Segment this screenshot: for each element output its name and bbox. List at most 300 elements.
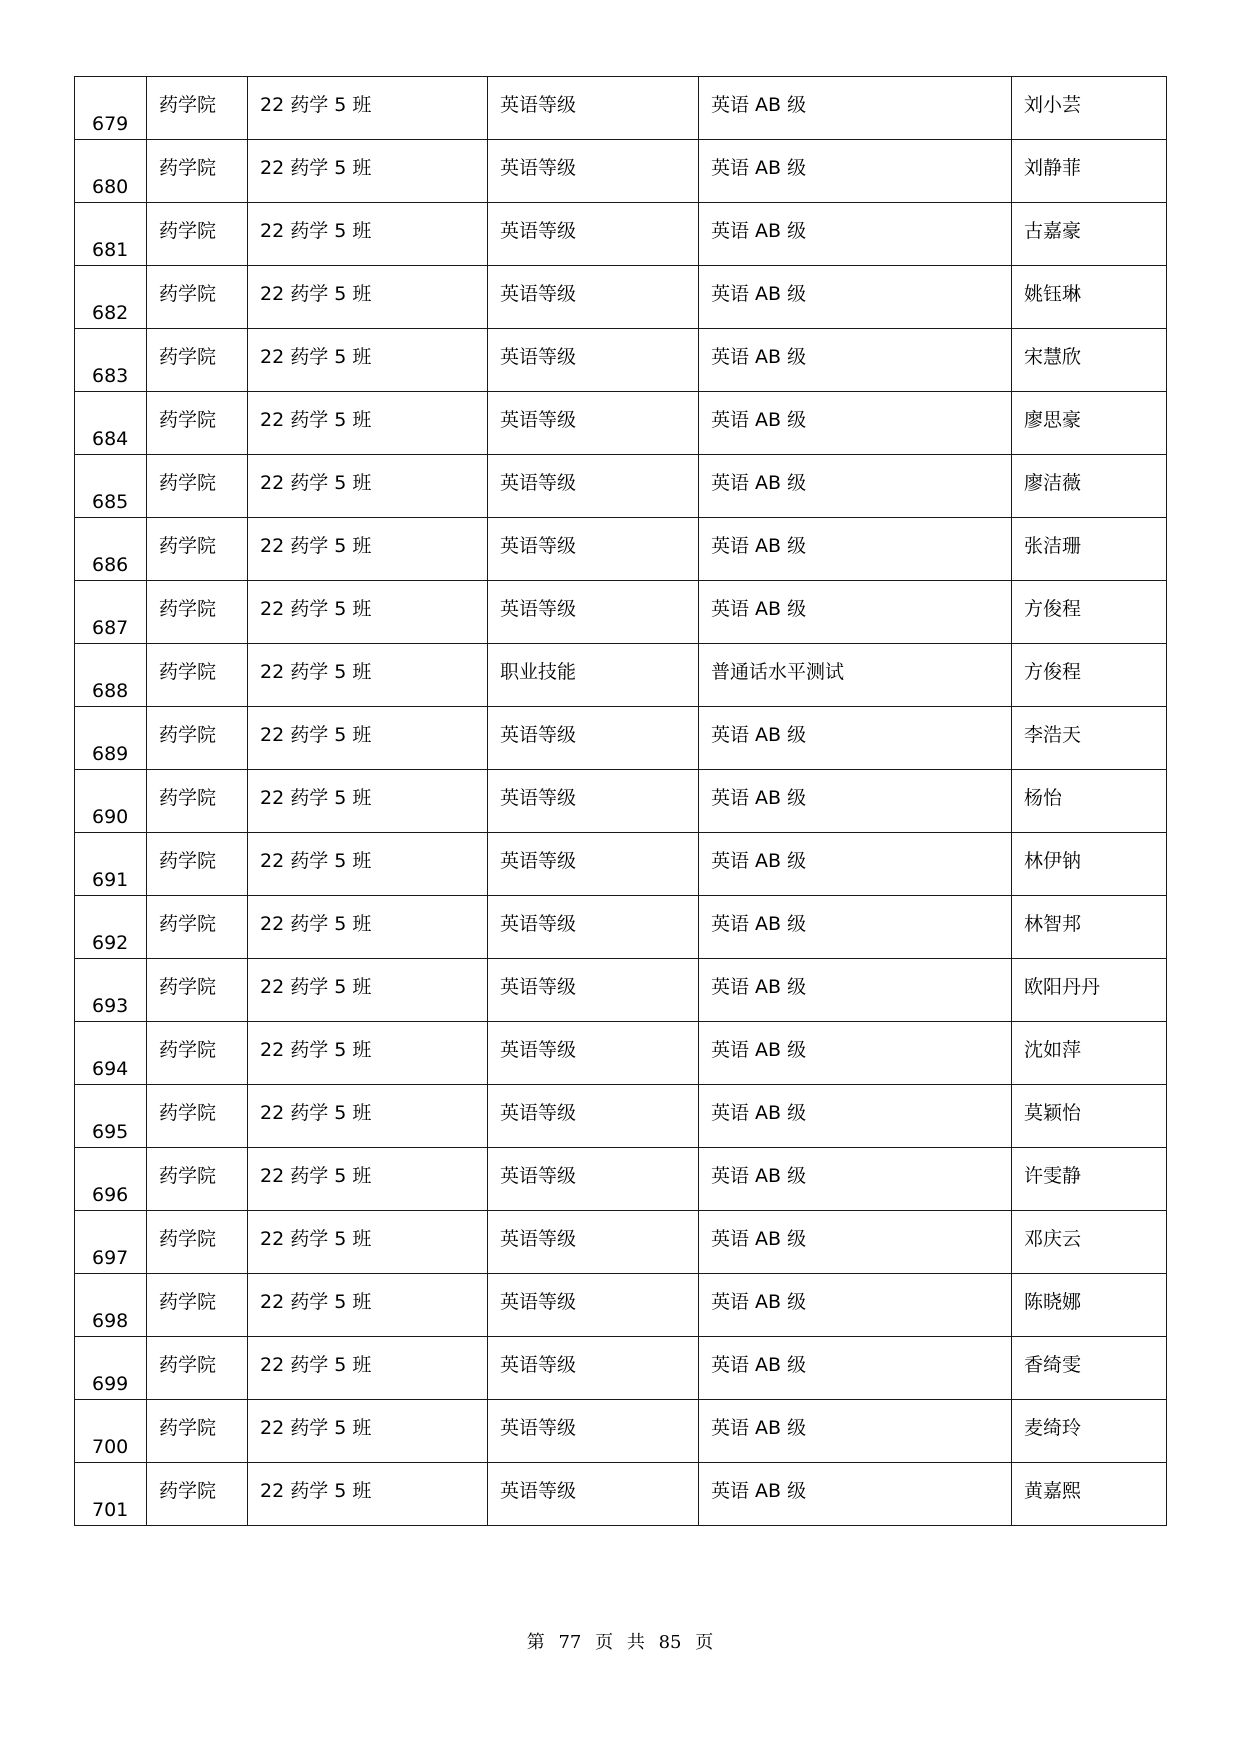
footer-total-label: 共 [626, 1632, 645, 1653]
student-name-cell [1012, 644, 1167, 707]
category-cell [488, 959, 699, 1022]
class-cell [248, 329, 488, 392]
table-body [75, 77, 1167, 1526]
college-cell [147, 329, 248, 392]
item-cell [699, 1337, 1012, 1400]
category-cell-text: 英语等级 [500, 1039, 577, 1061]
row-number-text: 684 [92, 428, 129, 450]
category-cell [488, 1337, 699, 1400]
student-name-cell-text: 沈如萍 [1024, 1039, 1082, 1061]
college-cell-text: 药学院 [159, 1165, 217, 1187]
class-cell [248, 959, 488, 1022]
college-cell [147, 1463, 248, 1526]
category-cell-text: 英语等级 [500, 976, 577, 998]
college-cell-text: 药学院 [159, 535, 217, 557]
student-name-cell [1012, 1211, 1167, 1274]
class-cell [248, 77, 488, 140]
class-cell-text: 22 药学 5 班 [260, 220, 372, 242]
item-cell-text: 英语 AB 级 [711, 1417, 807, 1439]
table-row [75, 392, 1167, 455]
item-cell-text: 英语 AB 级 [711, 850, 807, 872]
row-number [75, 581, 147, 644]
class-cell-text: 22 药学 5 班 [260, 346, 372, 368]
category-cell-text: 英语等级 [500, 1228, 577, 1250]
class-cell-text: 22 药学 5 班 [260, 787, 372, 809]
row-number-text: 685 [92, 491, 129, 513]
class-cell [248, 140, 488, 203]
college-cell-text: 药学院 [159, 787, 217, 809]
class-cell [248, 644, 488, 707]
row-number [75, 392, 147, 455]
college-cell [147, 266, 248, 329]
student-name-cell [1012, 77, 1167, 140]
student-name-cell [1012, 1274, 1167, 1337]
college-cell [147, 203, 248, 266]
category-cell-text: 英语等级 [500, 346, 577, 368]
item-cell [699, 707, 1012, 770]
college-cell [147, 1274, 248, 1337]
class-cell [248, 581, 488, 644]
college-cell-text: 药学院 [159, 1480, 217, 1502]
class-cell-text: 22 药学 5 班 [260, 1102, 372, 1124]
row-number-text: 692 [92, 932, 129, 954]
college-cell-text: 药学院 [159, 1417, 217, 1439]
college-cell-text: 药学院 [159, 1354, 217, 1376]
college-cell-text: 药学院 [159, 157, 217, 179]
row-number-text: 688 [92, 680, 129, 702]
item-cell [699, 1211, 1012, 1274]
row-number-text: 683 [92, 365, 129, 387]
class-cell-text: 22 药学 5 班 [260, 472, 372, 494]
college-cell-text: 药学院 [159, 598, 217, 620]
college-cell [147, 392, 248, 455]
student-name-cell-text: 黄嘉熙 [1024, 1480, 1082, 1502]
class-cell-text: 22 药学 5 班 [260, 976, 372, 998]
college-cell [147, 140, 248, 203]
item-cell-text: 英语 AB 级 [711, 1039, 807, 1061]
item-cell-text: 英语 AB 级 [711, 1354, 807, 1376]
table-row [75, 707, 1167, 770]
class-cell-text: 22 药学 5 班 [260, 724, 372, 746]
college-cell [147, 707, 248, 770]
student-name-cell-text: 杨怡 [1024, 787, 1063, 809]
table-row [75, 644, 1167, 707]
footer-page-label: 第 [526, 1632, 545, 1653]
category-cell-text: 英语等级 [500, 850, 577, 872]
student-name-cell-text: 林伊钠 [1024, 850, 1082, 872]
item-cell [699, 329, 1012, 392]
college-cell-text: 药学院 [159, 661, 217, 683]
category-cell-text: 英语等级 [500, 535, 577, 557]
college-cell [147, 1085, 248, 1148]
item-cell [699, 644, 1012, 707]
category-cell [488, 644, 699, 707]
table-row [75, 1211, 1167, 1274]
college-cell-text: 药学院 [159, 913, 217, 935]
item-cell [699, 770, 1012, 833]
college-cell [147, 833, 248, 896]
row-number [75, 77, 147, 140]
table-row [75, 1085, 1167, 1148]
item-cell [699, 203, 1012, 266]
college-cell-text: 药学院 [159, 409, 217, 431]
college-cell-text: 药学院 [159, 94, 217, 116]
table-row [75, 203, 1167, 266]
category-cell [488, 266, 699, 329]
class-cell [248, 1400, 488, 1463]
category-cell-text: 英语等级 [500, 1480, 577, 1502]
student-name-cell-text: 李浩天 [1024, 724, 1082, 746]
category-cell [488, 1148, 699, 1211]
student-name-cell [1012, 1148, 1167, 1211]
item-cell-text: 普通话水平测试 [711, 661, 845, 683]
table-row [75, 896, 1167, 959]
row-number [75, 833, 147, 896]
table-row [75, 959, 1167, 1022]
row-number [75, 1211, 147, 1274]
row-number [75, 1022, 147, 1085]
row-number [75, 1085, 147, 1148]
college-cell [147, 455, 248, 518]
row-number-text: 690 [92, 806, 129, 828]
item-cell [699, 1022, 1012, 1085]
student-name-cell [1012, 329, 1167, 392]
college-cell [147, 770, 248, 833]
category-cell [488, 707, 699, 770]
category-cell-text: 英语等级 [500, 94, 577, 116]
table-row [75, 77, 1167, 140]
item-cell-text: 英语 AB 级 [711, 157, 807, 179]
table-row [75, 1274, 1167, 1337]
category-cell [488, 1085, 699, 1148]
row-number-text: 691 [92, 869, 129, 891]
student-name-cell [1012, 833, 1167, 896]
row-number [75, 455, 147, 518]
item-cell-text: 英语 AB 级 [711, 1102, 807, 1124]
category-cell-text: 英语等级 [500, 1354, 577, 1376]
item-cell-text: 英语 AB 级 [711, 976, 807, 998]
college-cell-text: 药学院 [159, 283, 217, 305]
student-name-cell [1012, 266, 1167, 329]
item-cell-text: 英语 AB 级 [711, 598, 807, 620]
item-cell [699, 518, 1012, 581]
category-cell-text: 英语等级 [500, 1102, 577, 1124]
table-row [75, 518, 1167, 581]
item-cell [699, 392, 1012, 455]
item-cell [699, 581, 1012, 644]
row-number-text: 682 [92, 302, 129, 324]
item-cell [699, 896, 1012, 959]
category-cell [488, 455, 699, 518]
college-cell-text: 药学院 [159, 1102, 217, 1124]
student-certificate-table [74, 76, 1167, 1526]
item-cell-text: 英语 AB 级 [711, 1228, 807, 1250]
table-row [75, 1022, 1167, 1085]
student-name-cell [1012, 203, 1167, 266]
row-number [75, 518, 147, 581]
class-cell-text: 22 药学 5 班 [260, 1039, 372, 1061]
item-cell [699, 1148, 1012, 1211]
row-number [75, 770, 147, 833]
category-cell [488, 203, 699, 266]
item-cell-text: 英语 AB 级 [711, 409, 807, 431]
row-number [75, 1148, 147, 1211]
category-cell-text: 英语等级 [500, 913, 577, 935]
class-cell-text: 22 药学 5 班 [260, 661, 372, 683]
student-name-cell-text: 邓庆云 [1024, 1228, 1082, 1250]
college-cell-text: 药学院 [159, 1291, 217, 1313]
item-cell-text: 英语 AB 级 [711, 283, 807, 305]
item-cell [699, 1400, 1012, 1463]
class-cell [248, 1274, 488, 1337]
student-name-cell [1012, 1085, 1167, 1148]
student-name-cell-text: 廖洁薇 [1024, 472, 1082, 494]
category-cell-text: 英语等级 [500, 1165, 577, 1187]
row-number [75, 707, 147, 770]
table-row [75, 266, 1167, 329]
student-name-cell [1012, 140, 1167, 203]
class-cell [248, 266, 488, 329]
row-number-text: 686 [92, 554, 129, 576]
student-name-cell [1012, 455, 1167, 518]
class-cell [248, 392, 488, 455]
class-cell [248, 770, 488, 833]
college-cell [147, 1400, 248, 1463]
student-name-cell-text: 刘静菲 [1024, 157, 1082, 179]
item-cell [699, 1463, 1012, 1526]
college-cell-text: 药学院 [159, 1228, 217, 1250]
category-cell-text: 英语等级 [500, 1291, 577, 1313]
college-cell-text: 药学院 [159, 724, 217, 746]
item-cell [699, 77, 1012, 140]
footer-page-unit: 页 [595, 1632, 614, 1653]
student-name-cell [1012, 518, 1167, 581]
item-cell-text: 英语 AB 级 [711, 913, 807, 935]
class-cell [248, 707, 488, 770]
college-cell-text: 药学院 [159, 850, 217, 872]
item-cell [699, 959, 1012, 1022]
category-cell-text: 英语等级 [500, 1417, 577, 1439]
row-number [75, 1463, 147, 1526]
category-cell [488, 1274, 699, 1337]
student-name-cell [1012, 392, 1167, 455]
category-cell-text: 英语等级 [500, 598, 577, 620]
table-row [75, 1337, 1167, 1400]
college-cell [147, 1022, 248, 1085]
college-cell [147, 1148, 248, 1211]
class-cell-text: 22 药学 5 班 [260, 283, 372, 305]
student-name-cell [1012, 581, 1167, 644]
class-cell-text: 22 药学 5 班 [260, 1417, 372, 1439]
row-number-text: 694 [92, 1058, 129, 1080]
footer-page-current: 77 [558, 1632, 582, 1653]
row-number-text: 693 [92, 995, 129, 1017]
college-cell [147, 644, 248, 707]
item-cell-text: 英语 AB 级 [711, 1165, 807, 1187]
row-number [75, 644, 147, 707]
item-cell-text: 英语 AB 级 [711, 535, 807, 557]
row-number-text: 695 [92, 1121, 129, 1143]
row-number-text: 687 [92, 617, 129, 639]
class-cell-text: 22 药学 5 班 [260, 94, 372, 116]
student-name-cell-text: 张洁珊 [1024, 535, 1082, 557]
row-number [75, 266, 147, 329]
category-cell-text: 英语等级 [500, 283, 577, 305]
item-cell-text: 英语 AB 级 [711, 1291, 807, 1313]
item-cell-text: 英语 AB 级 [711, 94, 807, 116]
class-cell [248, 1211, 488, 1274]
class-cell-text: 22 药学 5 班 [260, 913, 372, 935]
college-cell [147, 959, 248, 1022]
table-row [75, 140, 1167, 203]
row-number-text: 680 [92, 176, 129, 198]
student-name-cell [1012, 896, 1167, 959]
college-cell [147, 1211, 248, 1274]
footer-total-unit: 页 [695, 1632, 714, 1653]
row-number [75, 1400, 147, 1463]
class-cell [248, 896, 488, 959]
category-cell [488, 1400, 699, 1463]
row-number-text: 696 [92, 1184, 129, 1206]
class-cell [248, 1463, 488, 1526]
item-cell-text: 英语 AB 级 [711, 787, 807, 809]
row-number-text: 698 [92, 1310, 129, 1332]
college-cell [147, 77, 248, 140]
class-cell [248, 1337, 488, 1400]
row-number [75, 203, 147, 266]
student-name-cell-text: 宋慧欣 [1024, 346, 1082, 368]
class-cell-text: 22 药学 5 班 [260, 1480, 372, 1502]
table-row [75, 455, 1167, 518]
category-cell [488, 77, 699, 140]
category-cell-text: 英语等级 [500, 724, 577, 746]
category-cell [488, 329, 699, 392]
item-cell [699, 455, 1012, 518]
category-cell-text: 英语等级 [500, 787, 577, 809]
item-cell-text: 英语 AB 级 [711, 220, 807, 242]
item-cell-text: 英语 AB 级 [711, 724, 807, 746]
student-name-cell-text: 方俊程 [1024, 598, 1082, 620]
student-name-cell [1012, 770, 1167, 833]
college-cell-text: 药学院 [159, 976, 217, 998]
class-cell-text: 22 药学 5 班 [260, 1354, 372, 1376]
class-cell [248, 518, 488, 581]
row-number [75, 896, 147, 959]
table-row [75, 833, 1167, 896]
row-number-text: 681 [92, 239, 129, 261]
page-footer [0, 1628, 1240, 1654]
class-cell-text: 22 药学 5 班 [260, 157, 372, 179]
class-cell [248, 455, 488, 518]
college-cell [147, 581, 248, 644]
item-cell [699, 1274, 1012, 1337]
student-name-cell-text: 欧阳丹丹 [1024, 976, 1101, 998]
college-cell-text: 药学院 [159, 220, 217, 242]
college-cell [147, 896, 248, 959]
table-row [75, 329, 1167, 392]
class-cell [248, 203, 488, 266]
category-cell-text: 英语等级 [500, 220, 577, 242]
student-name-cell-text: 林智邦 [1024, 913, 1082, 935]
class-cell-text: 22 药学 5 班 [260, 535, 372, 557]
student-name-cell [1012, 1022, 1167, 1085]
item-cell [699, 266, 1012, 329]
row-number-text: 699 [92, 1373, 129, 1395]
class-cell-text: 22 药学 5 班 [260, 409, 372, 431]
student-name-cell-text: 廖思豪 [1024, 409, 1082, 431]
student-name-cell-text: 许雯静 [1024, 1165, 1082, 1187]
row-number [75, 140, 147, 203]
item-cell-text: 英语 AB 级 [711, 1480, 807, 1502]
item-cell [699, 833, 1012, 896]
college-cell-text: 药学院 [159, 346, 217, 368]
class-cell [248, 833, 488, 896]
class-cell [248, 1022, 488, 1085]
category-cell-text: 英语等级 [500, 472, 577, 494]
row-number [75, 329, 147, 392]
category-cell [488, 140, 699, 203]
class-cell-text: 22 药学 5 班 [260, 1165, 372, 1187]
student-name-cell-text: 古嘉豪 [1024, 220, 1082, 242]
category-cell [488, 896, 699, 959]
college-cell [147, 1337, 248, 1400]
row-number [75, 1274, 147, 1337]
row-number-text: 697 [92, 1247, 129, 1269]
table-row [75, 1400, 1167, 1463]
category-cell-text: 英语等级 [500, 409, 577, 431]
student-name-cell [1012, 959, 1167, 1022]
student-name-cell-text: 莫颖怡 [1024, 1102, 1082, 1124]
class-cell-text: 22 药学 5 班 [260, 850, 372, 872]
category-cell [488, 770, 699, 833]
row-number-text: 679 [92, 113, 129, 135]
student-name-cell [1012, 1400, 1167, 1463]
class-cell [248, 1085, 488, 1148]
category-cell [488, 1022, 699, 1085]
college-cell-text: 药学院 [159, 472, 217, 494]
row-number [75, 1337, 147, 1400]
student-name-cell [1012, 1337, 1167, 1400]
item-cell [699, 140, 1012, 203]
item-cell [699, 1085, 1012, 1148]
student-name-cell [1012, 707, 1167, 770]
item-cell-text: 英语 AB 级 [711, 346, 807, 368]
class-cell-text: 22 药学 5 班 [260, 598, 372, 620]
row-number-text: 700 [92, 1436, 129, 1458]
student-name-cell-text: 陈晓娜 [1024, 1291, 1082, 1313]
student-name-cell-text: 方俊程 [1024, 661, 1082, 683]
item-cell-text: 英语 AB 级 [711, 472, 807, 494]
row-number [75, 959, 147, 1022]
category-cell [488, 392, 699, 455]
table-row [75, 1148, 1167, 1211]
footer-page-total: 85 [658, 1632, 682, 1653]
student-name-cell-text: 刘小芸 [1024, 94, 1082, 116]
category-cell [488, 1463, 699, 1526]
category-cell [488, 581, 699, 644]
table-row [75, 770, 1167, 833]
category-cell-text: 英语等级 [500, 157, 577, 179]
class-cell-text: 22 药学 5 班 [260, 1228, 372, 1250]
category-cell [488, 1211, 699, 1274]
college-cell [147, 518, 248, 581]
table-row [75, 581, 1167, 644]
student-name-cell-text: 姚钰琳 [1024, 283, 1082, 305]
class-cell [248, 1148, 488, 1211]
row-number-text: 689 [92, 743, 129, 765]
student-name-cell [1012, 1463, 1167, 1526]
table-row [75, 1463, 1167, 1526]
